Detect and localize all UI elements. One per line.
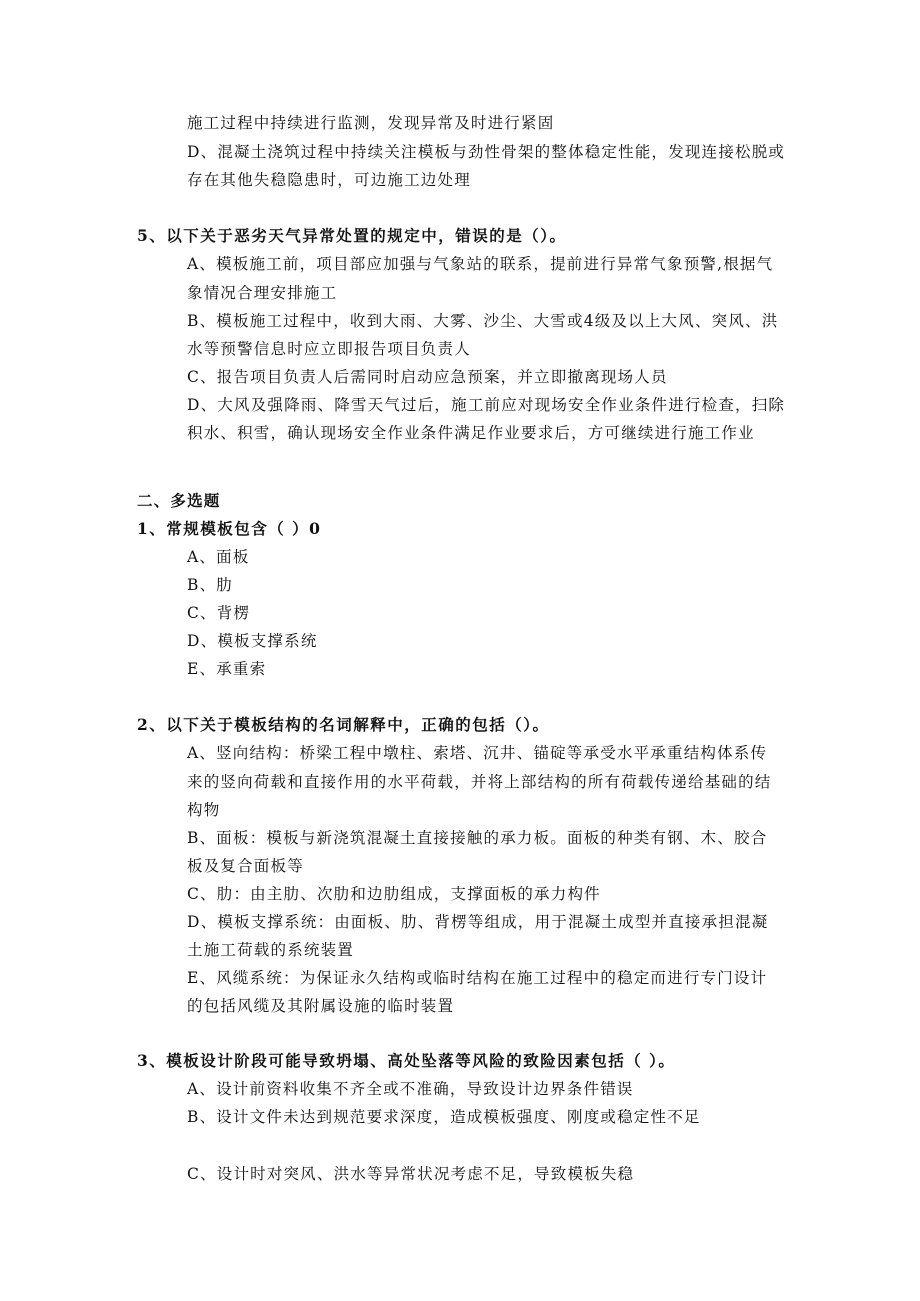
m1-option-b: B、肋 bbox=[187, 576, 233, 594]
m1-option-c: C、背楞 bbox=[187, 604, 251, 622]
m3-option-b: B、设计文件未达到规范要求深度，造成模板强度、刚度或稳定性不足 bbox=[187, 1108, 701, 1126]
continuation-option-d: D、混凝土浇筑过程中持续关注模板与劲性骨架的整体稳定性能，发现连接松脱或 bbox=[187, 143, 786, 161]
q5-option-d-cont: 积水、积雪，确认现场安全作业条件满足作业要求后，方可继续进行施工作业 bbox=[187, 424, 755, 442]
continuation-line: 存在其他失稳隐患时，可边施工边处理 bbox=[187, 171, 471, 189]
m3-option-a: A、设计前资料收集不齐全或不准确，导致设计边界条件错误 bbox=[187, 1080, 634, 1098]
question-5: 5、以下关于恶劣天气异常处置的规定中，错误的是（）。 bbox=[137, 226, 567, 245]
m2-option-d: D、模板支撑系统：由面板、肋、背楞等组成，用于混凝土成型并直接承担混凝 bbox=[187, 913, 769, 931]
q5-option-a-cont: 象情况合理安排施工 bbox=[187, 284, 338, 302]
m2-option-d-cont: 土施工荷载的系统装置 bbox=[187, 941, 355, 959]
q5-option-b-cont: 水等预警信息时应立即报告项目负责人 bbox=[187, 340, 471, 358]
section-title-multiple-choice: 二、多选题 bbox=[137, 491, 221, 510]
m2-option-e: E、风缆系统：为保证永久结构或临时结构在施工过程中的稳定而进行专门设计 bbox=[187, 969, 768, 987]
m1-option-d: D、模板支撑系统 bbox=[187, 632, 318, 650]
q5-option-b: B、模板施工过程中，收到大雨、大雾、沙尘、大雪或4级及以上大风、突风、洪 bbox=[187, 312, 779, 330]
m2-option-a-cont: 构物 bbox=[187, 801, 221, 819]
m1-option-a: A、面板 bbox=[187, 548, 250, 566]
m1-option-e: E、承重索 bbox=[187, 660, 267, 678]
m2-option-e-cont: 的包括风缆及其附属设施的临时装置 bbox=[187, 997, 455, 1015]
m2-option-a: A、竖向结构：桥梁工程中墩柱、索塔、沉井、锚碇等承受水平承重结构体系传 bbox=[187, 744, 768, 762]
multi-question-2: 2、以下关于模板结构的名词解释中，正确的包括（）。 bbox=[137, 715, 550, 734]
q5-option-d: D、大风及强降雨、降雪天气过后，施工前应对现场安全作业条件进行检查，扫除 bbox=[187, 396, 786, 414]
multi-question-1: 1、常规模板包含（ ）0 bbox=[137, 519, 322, 538]
multi-question-3: 3、模板设计阶段可能导致坍塌、高处坠落等风险的致险因素包括（ ）。 bbox=[137, 1051, 676, 1070]
continuation-line: 施工过程中持续进行监测，发现异常及时进行紧固 bbox=[187, 114, 555, 132]
m2-option-b: B、面板：模板与新浇筑混凝土直接接触的承力板。面板的种类有钢、木、胶合 bbox=[187, 829, 768, 847]
m2-option-c: C、肋：由主肋、次肋和边肋组成，支撑面板的承力构件 bbox=[187, 885, 601, 903]
q5-option-a: A、模板施工前，项目部应加强与气象站的联系，提前进行异常气象预警,根据气 bbox=[187, 255, 774, 273]
m2-option-b-cont: 板及复合面板等 bbox=[187, 857, 304, 875]
m2-option-a-cont: 来的竖向荷载和直接作用的水平荷载，并将上部结构的所有荷载传递给基础的结 bbox=[187, 773, 772, 791]
m3-option-c: C、设计时对突风、洪水等异常状况考虑不足，导致模板失稳 bbox=[187, 1165, 635, 1183]
q5-option-c: C、报告项目负责人后需同时启动应急预案，并立即撤离现场人员 bbox=[187, 368, 668, 386]
